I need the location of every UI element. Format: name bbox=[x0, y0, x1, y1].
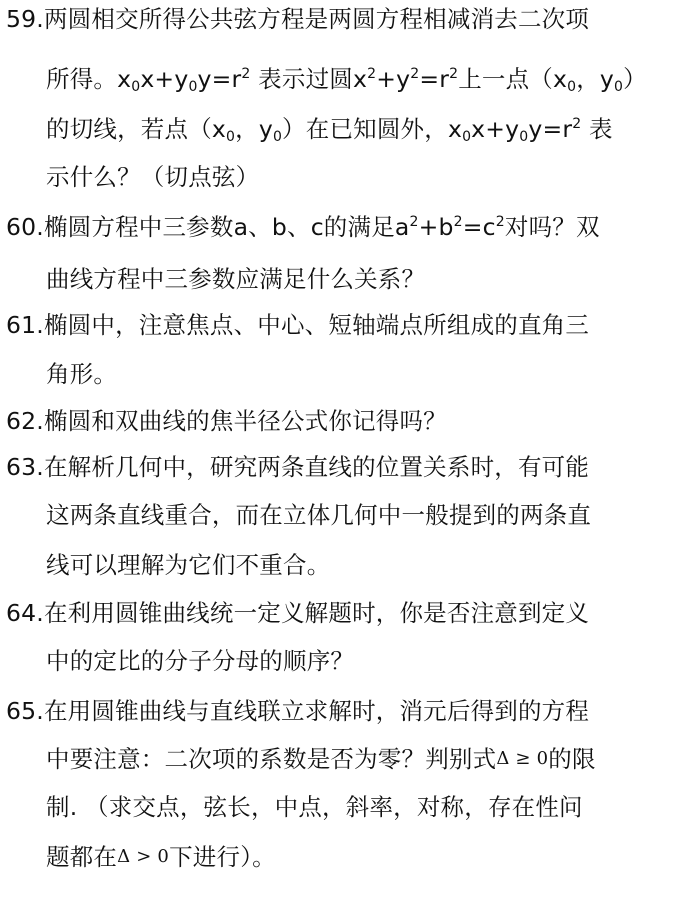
subscript: 0 bbox=[226, 129, 236, 145]
superscript: 2 bbox=[367, 66, 377, 82]
text-segment: 角形。 bbox=[46, 360, 118, 388]
text-segment: 线可以理解为它们不重合。 bbox=[46, 551, 331, 579]
text-segment: +b bbox=[418, 213, 454, 241]
text-segment: 64.在利用圆锥曲线统一定义解题时，你是否注意到定义 bbox=[6, 599, 590, 627]
text-segment: 表示过圆x bbox=[250, 65, 368, 93]
text-line bbox=[6, 406, 646, 436]
text-segment: 中的定比的分子分母的顺序？ bbox=[46, 647, 355, 675]
text-line bbox=[46, 114, 686, 144]
text-segment: 下进行）。 bbox=[169, 843, 276, 871]
text-segment: ）在已知圆外，x bbox=[282, 115, 463, 143]
text-segment: 表 bbox=[581, 115, 613, 143]
text-line bbox=[46, 359, 686, 389]
text-segment: 这两条直线重合，而在立体几何中一般提到的两条直 bbox=[46, 501, 592, 529]
text-segment: 所得。x bbox=[46, 65, 132, 93]
text-segment: ，y bbox=[576, 65, 615, 93]
text-line bbox=[6, 212, 646, 242]
superscript: 2 bbox=[241, 66, 251, 82]
superscript: 2 bbox=[449, 66, 459, 82]
superscript: 2 bbox=[453, 214, 463, 230]
text-segment: 65.在用圆锥曲线与直线联立求解时，消元后得到的方程 bbox=[6, 697, 590, 725]
text-segment: 的切线，若点（x bbox=[46, 115, 227, 143]
text-segment: 63.在解析几何中，研究两条直线的位置关系时，有可能 bbox=[6, 453, 590, 481]
text-segment: 59.两圆相交所得公共弦方程是两圆方程相减消去二次项 bbox=[6, 5, 590, 33]
text-segment: ，y bbox=[235, 115, 273, 143]
text-segment: 61.椭圆中，注意焦点、中心、短轴端点所组成的直角三 bbox=[6, 311, 590, 339]
text-line bbox=[46, 162, 686, 192]
subscript: 0 bbox=[272, 129, 283, 145]
text-segment: 示什么？（切点弦） bbox=[46, 163, 260, 191]
text-line bbox=[46, 264, 686, 294]
text-line bbox=[6, 452, 646, 482]
text-segment: 对吗？双 bbox=[504, 213, 600, 241]
text-segment: 62.椭圆和双曲线的焦半径公式你记得吗？ bbox=[6, 407, 447, 435]
superscript: 2 bbox=[572, 116, 582, 132]
text-segment: 的限 bbox=[548, 745, 596, 773]
text-line bbox=[46, 646, 686, 676]
text-segment: +y bbox=[376, 65, 411, 93]
text-line bbox=[46, 842, 686, 872]
subscript: 0 bbox=[131, 79, 141, 95]
text-segment: 曲线方程中三参数应满足什么关系？ bbox=[46, 265, 426, 293]
superscript: 2 bbox=[495, 214, 505, 230]
text-segment: 题都在 bbox=[46, 843, 118, 871]
subscript: 0 bbox=[462, 129, 472, 145]
text-line bbox=[46, 744, 686, 774]
text-line bbox=[6, 598, 646, 628]
text-line bbox=[46, 550, 686, 580]
text-segment: 中要注意：二次项的系数是否为零？判别式 bbox=[46, 745, 497, 773]
text-segment: =c bbox=[462, 213, 496, 241]
subscript: 0 bbox=[188, 79, 198, 95]
text-segment: x+y bbox=[140, 65, 189, 93]
text-line bbox=[6, 4, 646, 34]
subscript: 0 bbox=[614, 79, 624, 95]
text-segment: 制. （求交点，弦长，中点，斜率，对称，存在性问 bbox=[46, 793, 583, 821]
superscript: 2 bbox=[409, 214, 419, 230]
subscript: 0 bbox=[519, 129, 529, 145]
text-segment: y=r bbox=[197, 65, 242, 93]
text-line bbox=[46, 64, 686, 94]
math-expression: Δ ≥ 0 bbox=[496, 748, 549, 769]
math-expression: Δ > 0 bbox=[117, 846, 170, 867]
text-segment: ） bbox=[623, 65, 647, 93]
text-segment: y=r bbox=[528, 115, 573, 143]
text-line bbox=[6, 696, 646, 726]
text-segment: 60.椭圆方程中三参数a、b、c的满足a bbox=[6, 213, 410, 241]
text-segment: =r bbox=[419, 65, 450, 93]
text-segment: 上一点（x bbox=[458, 65, 568, 93]
text-line bbox=[46, 792, 686, 822]
text-line bbox=[46, 500, 686, 530]
subscript: 0 bbox=[567, 79, 577, 95]
superscript: 2 bbox=[410, 66, 420, 82]
text-line bbox=[6, 310, 646, 340]
text-segment: x+y bbox=[471, 115, 520, 143]
